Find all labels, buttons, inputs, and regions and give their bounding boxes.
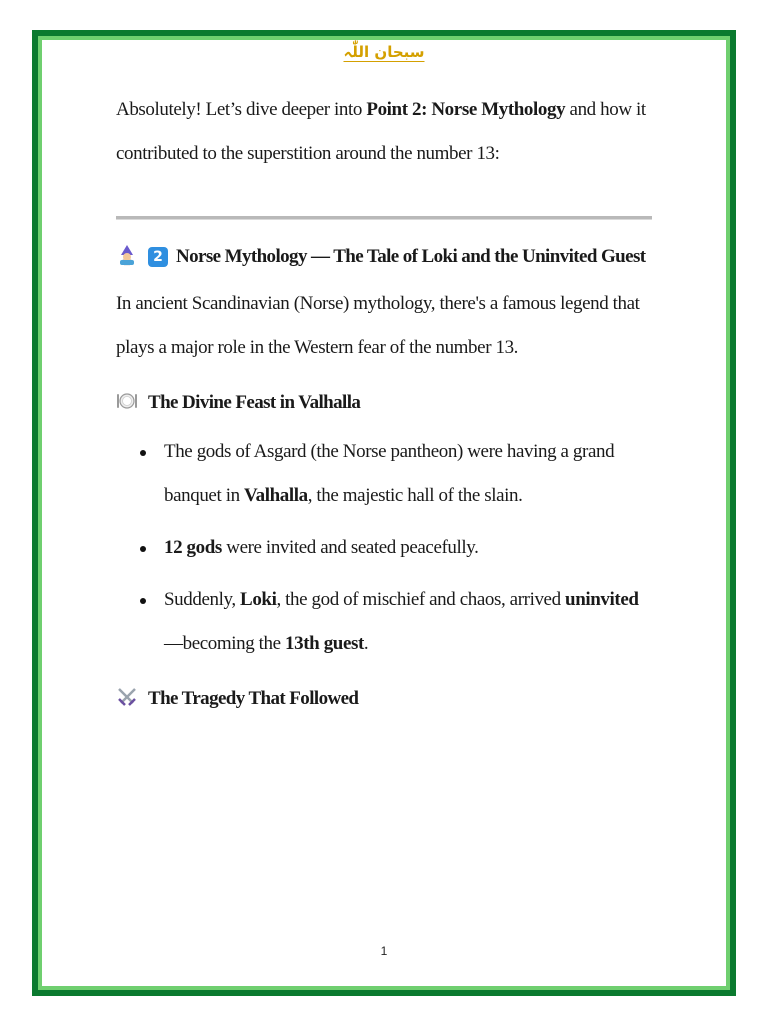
bullet-bold: 13th guest bbox=[285, 633, 364, 654]
plate-icon bbox=[116, 390, 138, 412]
horizontal-rule bbox=[116, 216, 652, 220]
bullet-text: Suddenly, bbox=[164, 589, 241, 610]
intro-text-1: Absolutely! Let’s dive deeper into bbox=[116, 99, 367, 120]
bullet-bold: Loki bbox=[240, 589, 277, 610]
bullet-bold: uninvited bbox=[565, 589, 639, 610]
number-badge: 2 bbox=[148, 247, 168, 267]
mage-icon bbox=[116, 244, 138, 266]
bullet-text: were invited and seated peacefully. bbox=[221, 537, 479, 558]
section-paragraph: In ancient Scandinavian (Norse) mythology, there's a famous legend that plays a major role in the Western fear of the number 13. bbox=[116, 293, 640, 358]
tragedy-title: The Tragedy That Followed bbox=[148, 688, 359, 709]
list-item bbox=[116, 430, 656, 518]
section-title: Norse Mythology — The Tale of Loki and the Uninvited Guest bbox=[176, 246, 646, 267]
bullet-text: , the majestic hall of the slain. bbox=[307, 485, 523, 506]
bullet-text: The gods of Asgard (the Norse pantheon) were having a grand banquet in bbox=[164, 441, 615, 506]
section-heading bbox=[116, 234, 656, 280]
feast-title: The Divine Feast in Valhalla bbox=[148, 392, 361, 413]
intro-paragraph bbox=[116, 88, 656, 176]
page-number: 1 bbox=[380, 944, 388, 958]
bullet-dot bbox=[140, 546, 146, 552]
crossed-swords-icon bbox=[116, 686, 138, 708]
document-body bbox=[116, 88, 656, 726]
bullet-text: —becoming the bbox=[164, 633, 286, 654]
page-header-arabic: سبحان اللّٰہ bbox=[343, 43, 425, 61]
bullet-dot bbox=[140, 450, 146, 456]
feast-bullet-list bbox=[116, 430, 656, 666]
tragedy-heading bbox=[116, 676, 656, 722]
bullet-text: . bbox=[363, 633, 369, 654]
bullet-bold: Valhalla bbox=[244, 485, 308, 506]
feast-heading bbox=[116, 380, 656, 426]
bullet-text: , the god of mischief and chaos, arrived bbox=[276, 589, 566, 610]
bullet-dot bbox=[140, 598, 146, 604]
list-item bbox=[116, 526, 656, 570]
intro-bold-point: Point 2: Norse Mythology bbox=[366, 99, 566, 120]
list-item bbox=[116, 578, 656, 666]
bullet-bold: 12 gods bbox=[164, 537, 222, 558]
intro-text-2: and how it contributed to the superstition around the number 13: bbox=[116, 99, 646, 164]
